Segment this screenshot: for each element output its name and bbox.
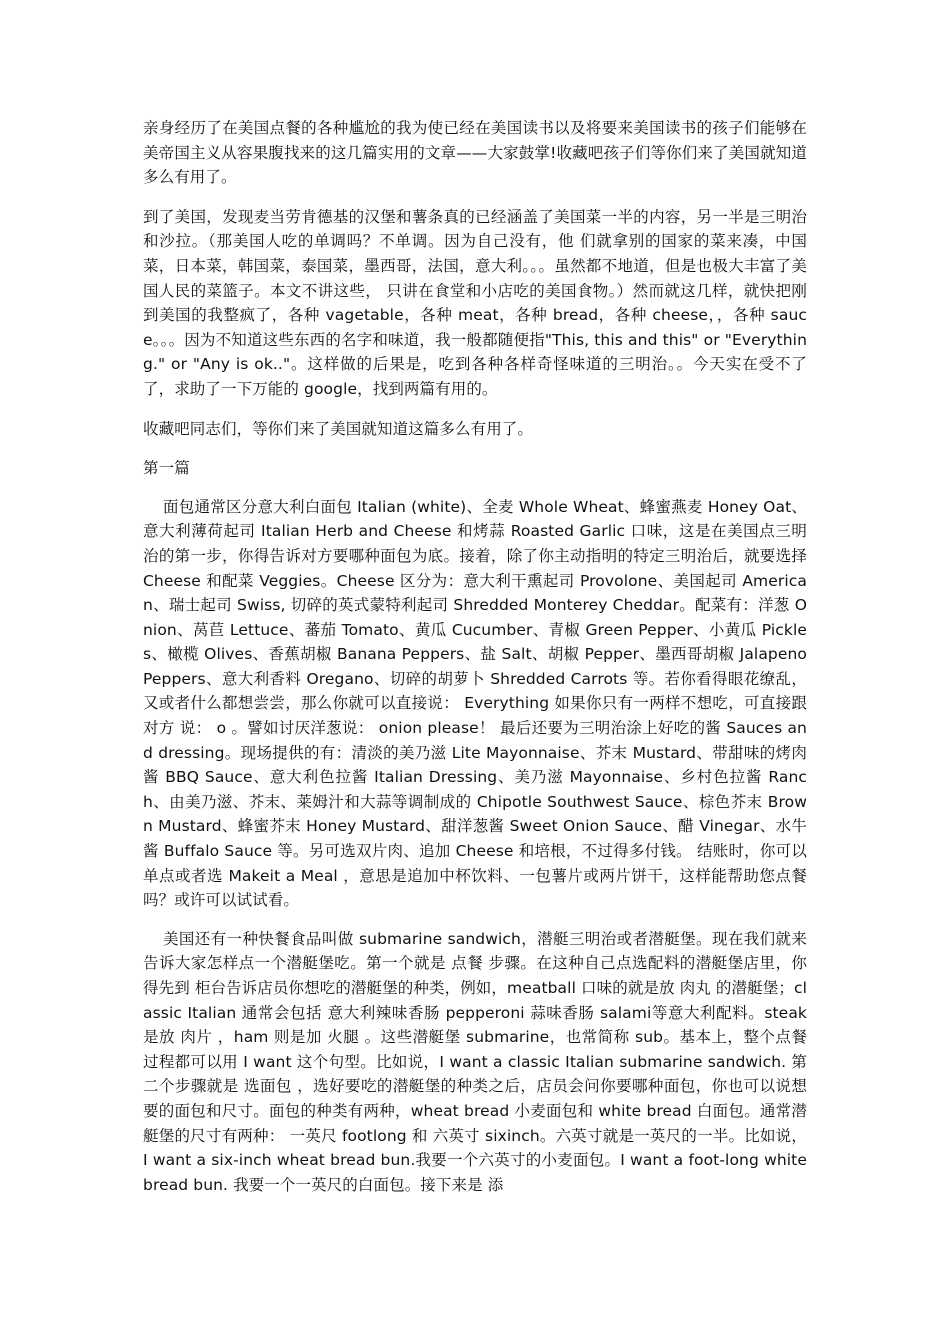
section-heading: 第一篇 <box>143 459 190 478</box>
background-paragraph: 到了美国，发现麦当劳肯德基的汉堡和薯条真的已经涵盖了美国菜一半的内容，另一半是三明治和沙拉。（那美国人吃的单调吗？不单调。因为自己没有，他 们就拿别的国家的菜来凑，中国菜，日本菜，韩国菜，泰国菜，墨西哥，法国，意大利。。。虽然都不地道，但是也极大丰富了美国人民的菜篮子。本文不讲这些， 只讲在食堂和小店吃的美国食物。）然而就这几样，就快把刚到美国的我整疯了，各种 vagetable，各种 meat，各种 bread，各种 cheese，，各种 sauce。。。因为不知道这些东西的名字和味道，我一般都随便指"This, this and this" or "Everything." or "Any is ok.."。这样做的后果是，吃到各种各样奇怪味道的三明治。。今天实在受不了了，求助了一下万能的 google，找到两篇有用的。 <box>143 207 807 398</box>
intro-paragraph: 亲身经历了在美国点餐的各种尴尬的我为使已经在美国读书以及将要来美国读书的孩子们能够在美帝国主义从容果腹找来的这几篇实用的文章——大家鼓掌!收藏吧孩子们等你们来了美国就知道多么有用了。 <box>143 119 807 187</box>
bookmark-note-paragraph: 收藏吧同志们，等你们来了美国就知道这篇多么有用了。 <box>143 419 534 438</box>
submarine-sandwich-paragraph: 美国还有一种快餐食品叫做 submarine sandwich，潜艇三明治或者潜艇堡。现在我们就来告诉大家怎样点一个潜艇堡吃。第一个就是 点餐 步骤。在这种自己点选配料的潜艇堡店里，你得先到 柜台告诉店员你想吃的潜艇堡的种类，例如，meatball 口味的就是放 肉丸 的潜艇堡；classic Italian 通常会包括 意大利辣味香肠 pepperoni 蒜味香肠 salami等意大利配料。steak 是放 肉片 ，ham 则是加 火腿 。这些潜艇堡 submarine，也常简称 sub。基本上，整个点餐过程都可以用 I want 这个句型。比如说，I want a classic Italian submarine sandwich. 第二个步骤就是 选面包 ，选好要吃的潜艇堡的种类之后，店员会问你要哪种面包，你也可以说想要的面包和尺寸。面包的种类有两种，wheat bread 小麦面包和 white bread 白面包。通常潜艇堡的尺寸有两种： 一英尺 footlong 和 六英寸 sixinch。六英寸就是一英尺的一半。比如说，I want a six-inch wheat bread bun.我要一个六英寸的小麦面包。I want a foot-long white bread bun. 我要一个一英尺的白面包。接下来是 添 <box>143 929 807 1194</box>
bread-and-toppings-paragraph: 面包通常区分意大利白面包 Italian (white)、全麦 Whole Wheat、蜂蜜燕麦 Honey Oat、意大利薄荷起司 Italian Herb and Cheese 和烤蒜 Roasted Garlic 口味，这是在美国点三明治的第一步，你得告诉对方要哪种面包为底。接着，除了你主动指明的特定三明治后，就要选择 Cheese 和配菜 Veggies。Cheese 区分为：意大利干熏起司 Provolone、美国起司 American、瑞士起司 Swiss, 切碎的英式蒙特利起司 Shredded Monterey Cheddar。配菜有：洋葱 Onion、莴苣 Lettuce、蕃茄 Tomato、黄瓜 Cucumber、青椒 Green Pepper、小黄瓜 Pickles、橄榄 Olives、香蕉胡椒 Banana Peppers、盐 Salt、胡椒 Pepper、墨西哥胡椒 Jalapeno Peppers、意大利香料 Oregano、切碎的胡萝卜 Shredded Carrots 等。若你看得眼花缭乱，又或者什么都想尝尝，那么你就可以直接说： Everything 如果你只有一两样不想吃，可直接跟对方 说： o 。譬如讨厌洋葱说： onion please！ 最后还要为三明治涂上好吃的酱 Sauces and dressing。现场提供的有：清淡的美乃滋 Lite Mayonnaise、芥末 Mustard、带甜味的烤肉酱 BBQ Sauce、意大利色拉酱 Italian Dressing、美乃滋 Mayonnaise、乡村色拉酱 Ranch、由美乃滋、芥末、莱姆汁和大蒜等调制成的 Chipotle Southwest Sauce、棕色芥末 Brown Mustard、蜂蜜芥末 Honey Mustard、甜洋葱酱 Sweet Onion Sauce、醋 Vinegar、水牛酱 Buffalo Sauce 等。另可选双片肉、追加 Cheese 和培根，不过得多付钱。 结账时，你可以单点或者选 Makeit a Meal ，意思是追加中杯饮料、一包薯片或两片饼干，这样能帮助您点餐吗？或许可以试试看。 <box>143 497 807 910</box>
